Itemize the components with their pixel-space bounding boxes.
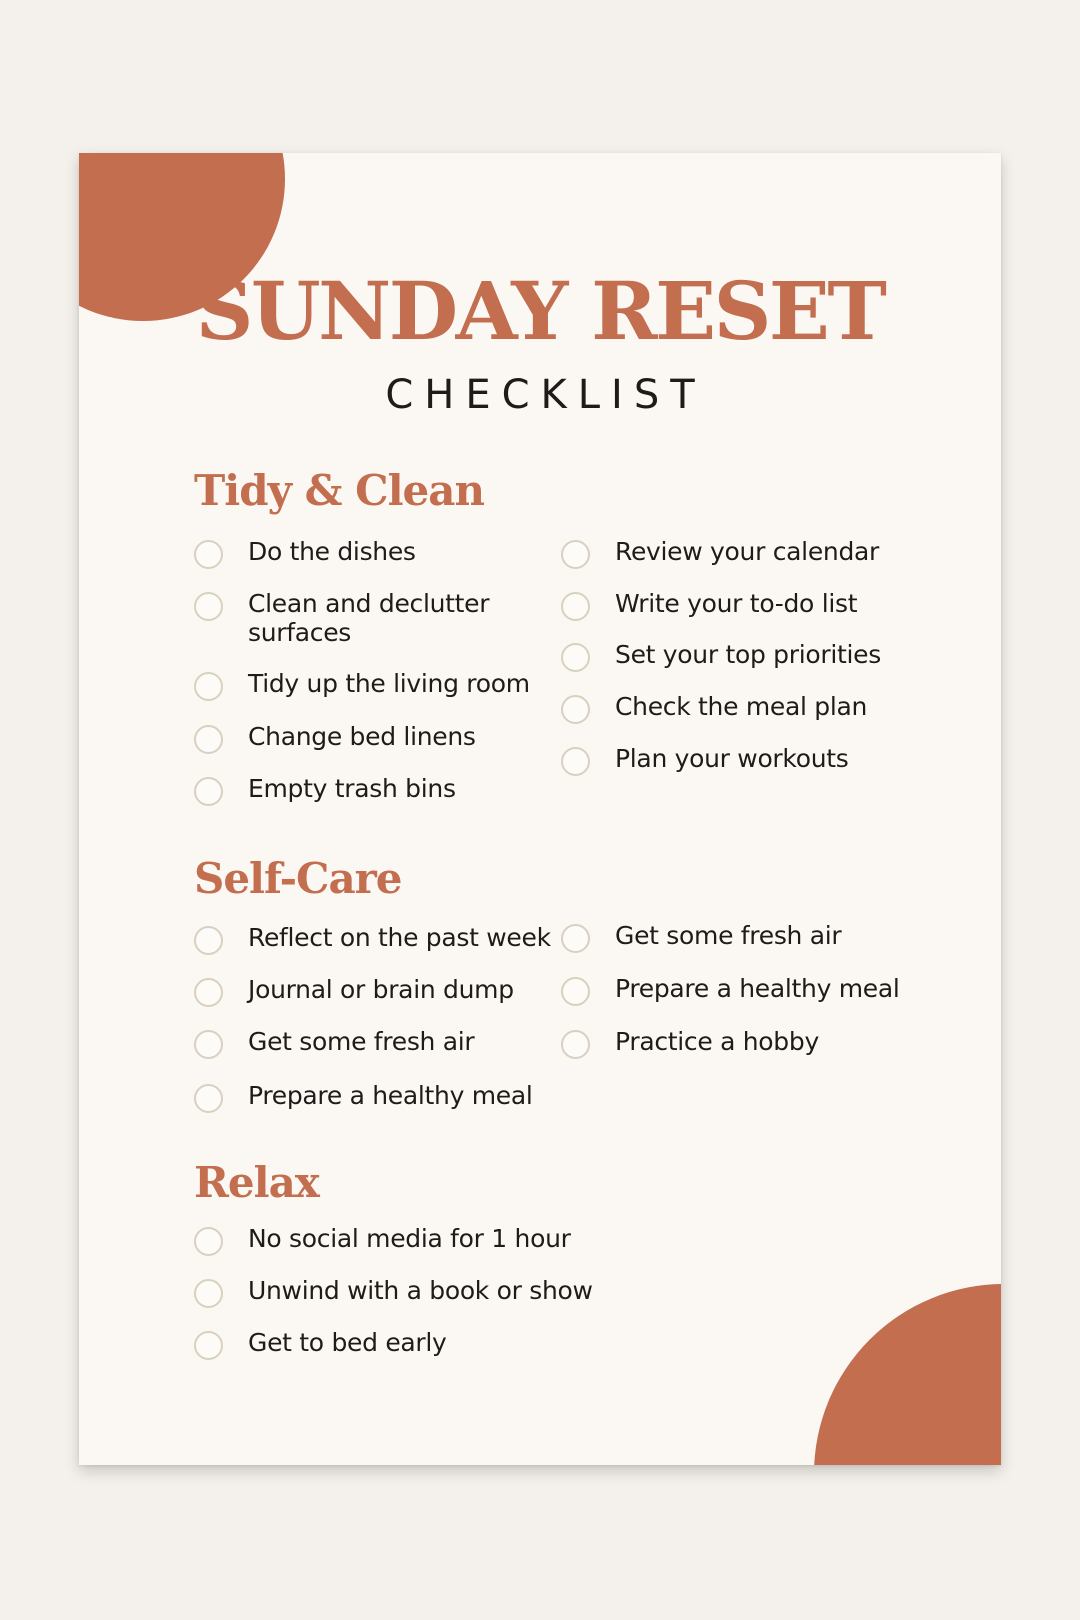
checklist-item[interactable] [194, 774, 456, 806]
corner-circle-decoration [814, 1284, 1001, 1465]
checklist-item[interactable] [561, 1027, 819, 1059]
item-label: No social media for 1 hour [248, 1224, 571, 1253]
checkbox-circle-icon[interactable] [561, 643, 590, 672]
item-label: Prepare a healthy meal [615, 974, 900, 1003]
item-label: Practice a hobby [615, 1027, 819, 1056]
checklist-item[interactable] [194, 722, 476, 754]
checklist-item[interactable] [561, 640, 881, 672]
checkbox-circle-icon[interactable] [194, 1331, 223, 1360]
item-label: Review your calendar [615, 537, 880, 566]
checklist-item[interactable] [561, 921, 841, 953]
item-label: Get to bed early [248, 1328, 447, 1357]
page-title: SUNDAY RESET [195, 264, 885, 358]
item-label: Prepare a healthy meal [248, 1081, 533, 1110]
item-label: Empty trash bins [248, 774, 456, 803]
checklist-item[interactable] [561, 692, 867, 724]
item-label: Unwind with a book or show [248, 1276, 593, 1305]
checklist-item[interactable] [194, 537, 416, 569]
checkbox-circle-icon[interactable] [561, 747, 590, 776]
checkbox-circle-icon[interactable] [194, 978, 223, 1007]
checkbox-circle-icon[interactable] [194, 1227, 223, 1256]
checklist-item[interactable] [194, 975, 514, 1007]
checklist-item[interactable] [194, 923, 551, 955]
checklist-card [79, 153, 1001, 1465]
checkbox-circle-icon[interactable] [561, 924, 590, 953]
item-label: Do the dishes [248, 537, 416, 566]
checklist-item[interactable] [561, 744, 848, 776]
checklist-item[interactable] [194, 1224, 571, 1256]
item-label: Tidy up the living room [248, 669, 530, 698]
item-label: Plan your workouts [615, 744, 849, 773]
item-label: Clean and declutter surfaces [248, 589, 490, 647]
checkbox-circle-icon[interactable] [194, 1030, 223, 1059]
item-label: Get some fresh air [248, 1027, 475, 1056]
item-label: Journal or brain dump [248, 975, 514, 1004]
section-title-relax: Relax [194, 1158, 319, 1207]
checkbox-circle-icon[interactable] [194, 926, 223, 955]
checkbox-circle-icon[interactable] [561, 540, 590, 569]
checklist-item[interactable] [561, 589, 857, 621]
checkbox-circle-icon[interactable] [194, 777, 223, 806]
checkbox-circle-icon[interactable] [561, 695, 590, 724]
checkbox-circle-icon[interactable] [194, 540, 223, 569]
checklist-item[interactable] [561, 537, 879, 569]
item-label: Set your top priorities [615, 640, 881, 669]
checklist-item[interactable] [194, 1328, 447, 1360]
checkbox-circle-icon[interactable] [194, 725, 223, 754]
item-label: Change bed linens [248, 722, 476, 751]
checkbox-circle-icon[interactable] [561, 592, 590, 621]
checklist-item[interactable] [194, 1027, 474, 1059]
checkbox-circle-icon[interactable] [194, 592, 223, 621]
checkbox-circle-icon[interactable] [194, 1279, 223, 1308]
section-title-self-care: Self-Care [194, 854, 402, 903]
item-label: Check the meal plan [615, 692, 868, 721]
checklist-item[interactable] [561, 974, 900, 1006]
page-subtitle: CHECKLIST [385, 372, 706, 418]
checklist-item[interactable] [194, 669, 530, 701]
section-title-tidy-clean: Tidy & Clean [194, 466, 484, 515]
item-label: Get some fresh air [615, 921, 842, 950]
checklist-item[interactable] [194, 1276, 593, 1308]
checklist-item[interactable] [194, 589, 508, 647]
item-label: Reflect on the past week [248, 923, 551, 952]
checkbox-circle-icon[interactable] [194, 672, 223, 701]
checkbox-circle-icon[interactable] [561, 977, 590, 1006]
checkbox-circle-icon[interactable] [561, 1030, 590, 1059]
checklist-item[interactable] [194, 1081, 533, 1113]
item-label: Write your to-do list [615, 589, 858, 618]
checkbox-circle-icon[interactable] [194, 1084, 223, 1113]
